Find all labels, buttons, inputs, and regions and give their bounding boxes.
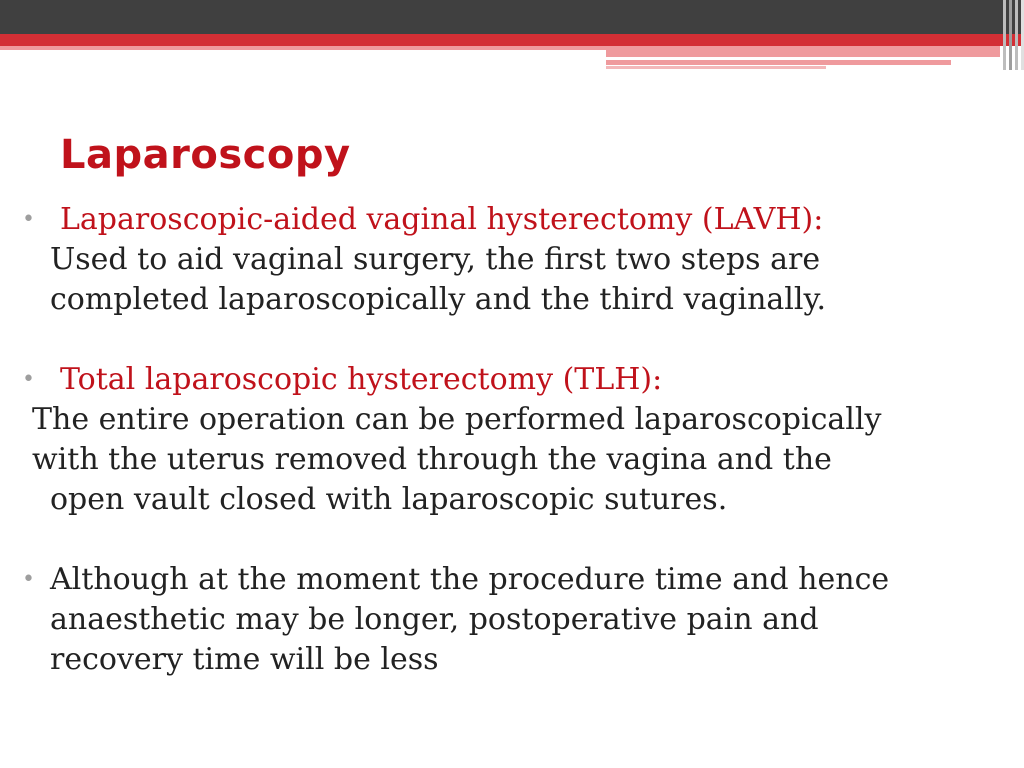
corner-decoration	[996, 0, 1024, 70]
corner-line	[1015, 0, 1018, 70]
bullet-item-lavh	[22, 200, 1017, 320]
spacer	[22, 320, 1017, 360]
slide-content	[22, 200, 1017, 680]
bullet-item-recovery	[22, 560, 1017, 680]
bullet-text-line: The entire operation can be performed laparoscopically	[32, 402, 882, 437]
header-accent-strip-2	[606, 60, 951, 65]
bullet-text-line: anaesthetic may be longer, postoperative pain and	[50, 602, 819, 637]
bullet-icon: •	[22, 567, 35, 592]
bullet-heading: Laparoscopic-aided vaginal hysterectomy (LAVH):	[60, 202, 824, 237]
spacer	[22, 520, 1017, 560]
header-accent-strip	[606, 50, 1000, 57]
header-dark-bar	[0, 0, 1024, 34]
bullet-icon: •	[22, 367, 35, 392]
bullet-heading: Total laparoscopic hysterectomy (TLH):	[60, 362, 663, 397]
bullet-text-line: Although at the moment the procedure time and hence	[50, 562, 890, 597]
bullet-item-tlh	[22, 360, 1017, 520]
bullet-icon: •	[22, 207, 35, 232]
corner-line	[1009, 0, 1012, 70]
bullet-text-line: completed laparoscopically and the third vaginally.	[50, 282, 827, 317]
header-red-bar	[0, 34, 1024, 46]
bullet-text-line: recovery time will be less	[50, 642, 439, 677]
header-accent-strip-3	[606, 66, 826, 69]
bullet-text-line: open vault closed with laparoscopic sutures.	[50, 482, 728, 517]
bullet-text-line: with the uterus removed through the vagina and the	[32, 442, 832, 477]
bullet-text-line: Used to aid vaginal surgery, the first two steps are	[50, 242, 821, 277]
corner-line	[1003, 0, 1006, 70]
slide-title: Laparoscopy	[60, 132, 351, 178]
